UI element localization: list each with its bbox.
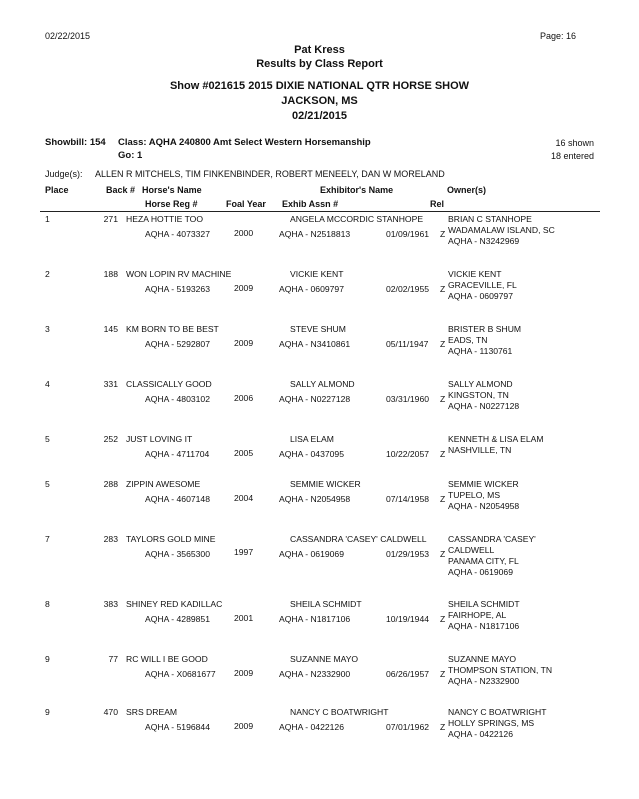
entry-owner-line: CALDWELL xyxy=(448,545,495,555)
entry-exhibitor: ANGELA MCCORDIC STANHOPE xyxy=(290,214,424,224)
entered-count: 18 entered xyxy=(550,151,594,161)
entry-back: 188 xyxy=(103,269,118,279)
entry-horse: SRS DREAM xyxy=(126,707,178,717)
entry-exhib-dob: 01/29/1953 xyxy=(386,549,430,559)
entry-owner-line: CASSANDRA 'CASEY' xyxy=(448,534,536,544)
entry-rel: Z xyxy=(440,614,446,624)
list-item xyxy=(0,215,639,275)
entry-exhibitor: SHEILA SCHMIDT xyxy=(290,599,362,609)
entry-exhib-dob: 10/19/1944 xyxy=(386,614,430,624)
entry-owner-line: BRISTER B SHUM xyxy=(448,324,522,334)
entry-exhib-assn: AQHA - N1817106 xyxy=(279,614,351,624)
report-title: Results by Class Report xyxy=(256,58,383,70)
entry-owner-line: WADAMALAW ISLAND, SC xyxy=(448,225,555,235)
col-foal-year: Foal Year xyxy=(226,199,266,209)
entry-foal-year: 2009 xyxy=(234,668,254,678)
entry-horse-reg: AQHA - 5292807 xyxy=(145,339,210,349)
entry-owner-line: VICKIE KENT xyxy=(448,269,502,279)
entry-owner-line: AQHA - 0422126 xyxy=(448,729,513,739)
entry-place: 3 xyxy=(45,324,50,334)
entry-owner-line: THOMPSON STATION, TN xyxy=(448,665,553,675)
entry-place: 1 xyxy=(45,214,50,224)
show-location: JACKSON, MS xyxy=(281,95,358,107)
entry-owner-line: AQHA - N2054958 xyxy=(448,501,520,511)
entry-exhib-assn: AQHA - N2054958 xyxy=(279,494,351,504)
entry-owner-line: AQHA - N3242969 xyxy=(448,236,520,246)
col-owner: Owner(s) xyxy=(447,185,487,195)
judges-names: ALLEN R MITCHELS, TIM FINKENBINDER, ROBERT MENEELY, DAN W MORELAND xyxy=(95,169,445,179)
entry-back: 252 xyxy=(103,434,118,444)
entry-horse-reg: AQHA - X0681677 xyxy=(145,669,216,679)
entry-back: 331 xyxy=(103,379,118,389)
entry-exhibitor: CASSANDRA 'CASEY' CALDWELL xyxy=(290,534,427,544)
entry-owner-line: KENNETH & LISA ELAM xyxy=(448,434,544,444)
entry-foal-year: 2001 xyxy=(234,613,254,623)
entry-foal-year: 2005 xyxy=(234,448,254,458)
entry-owner-line: SUZANNE MAYO xyxy=(448,654,517,664)
col-horse-reg: Horse Reg # xyxy=(145,199,198,209)
entry-owner-line: SALLY ALMOND xyxy=(448,379,513,389)
entry-rel: Z xyxy=(440,722,446,732)
entry-back: 383 xyxy=(103,599,118,609)
entry-owner-line: NANCY C BOATWRIGHT xyxy=(448,707,547,717)
entry-exhib-assn: AQHA - N2332900 xyxy=(279,669,351,679)
entry-horse: HEZA HOTTIE TOO xyxy=(126,214,204,224)
entry-horse: WON LOPIN RV MACHINE xyxy=(126,269,232,279)
list-item xyxy=(0,480,639,540)
entry-horse-reg: AQHA - 5196844 xyxy=(145,722,210,732)
entry-foal-year: 2009 xyxy=(234,721,254,731)
entry-owner-line: SEMMIE WICKER xyxy=(448,479,519,489)
entry-horse-reg: AQHA - 4711704 xyxy=(145,449,210,459)
entry-owner-line: PANAMA CITY, FL xyxy=(448,556,519,566)
showbill: Showbill: 154 xyxy=(45,137,106,148)
entry-rel: Z xyxy=(440,394,446,404)
entry-exhib-assn: AQHA - N2518813 xyxy=(279,229,351,239)
entry-place: 9 xyxy=(45,654,50,664)
list-item xyxy=(0,535,639,595)
entry-foal-year: 2009 xyxy=(234,338,254,348)
entry-horse: CLASSICALLY GOOD xyxy=(126,379,212,389)
entry-horse: KM BORN TO BE BEST xyxy=(126,324,219,334)
list-item xyxy=(0,708,639,768)
entry-horse: JUST LOVING IT xyxy=(126,434,193,444)
entry-exhib-dob: 07/14/1958 xyxy=(386,494,430,504)
entry-horse: ZIPPIN AWESOME xyxy=(126,479,201,489)
entry-place: 5 xyxy=(45,434,50,444)
entry-exhib-dob: 01/09/1961 xyxy=(386,229,430,239)
entry-foal-year: 2006 xyxy=(234,393,254,403)
entry-place: 9 xyxy=(45,707,50,717)
col-back: Back # xyxy=(106,185,136,195)
entry-owner-line: KINGSTON, TN xyxy=(448,390,509,400)
entry-exhib-assn: AQHA - 0619069 xyxy=(279,549,344,559)
report-name: Pat Kress xyxy=(294,44,345,56)
entry-back: 77 xyxy=(108,654,118,664)
entry-back: 470 xyxy=(103,707,118,717)
entry-horse: SHINEY RED KADILLAC xyxy=(126,599,223,609)
entry-owner-line: FAIRHOPE, AL xyxy=(448,610,507,620)
entry-owner-line: AQHA - N2332900 xyxy=(448,676,520,686)
go-label: Go: 1 xyxy=(118,150,143,161)
entry-horse-reg: AQHA - 5193263 xyxy=(145,284,210,294)
entry-place: 5 xyxy=(45,479,50,489)
print-date: 02/22/2015 xyxy=(45,31,91,41)
entry-horse: RC WILL I BE GOOD xyxy=(126,654,208,664)
entry-back: 271 xyxy=(103,214,118,224)
entry-owner-line: AQHA - 0609797 xyxy=(448,291,513,301)
entry-back: 145 xyxy=(103,324,118,334)
entry-horse-reg: AQHA - 4803102 xyxy=(145,394,210,404)
entry-back: 283 xyxy=(103,534,118,544)
list-item xyxy=(0,380,639,440)
class-label: Class: AQHA 240800 Amt Select Western Horsemanship xyxy=(118,137,371,148)
entry-exhibitor: NANCY C BOATWRIGHT xyxy=(290,707,389,717)
entry-exhib-dob: 03/31/1960 xyxy=(386,394,430,404)
entry-exhibitor: SUZANNE MAYO xyxy=(290,654,359,664)
entry-owner-line: AQHA - 0619069 xyxy=(448,567,513,577)
entry-horse-reg: AQHA - 3565300 xyxy=(145,549,210,559)
col-place: Place xyxy=(45,185,69,195)
list-item xyxy=(0,270,639,330)
entry-exhibitor: SALLY ALMOND xyxy=(290,379,355,389)
entry-rel: Z xyxy=(440,549,446,559)
entry-exhib-assn: AQHA - 0437095 xyxy=(279,449,344,459)
entry-owner-line: AQHA - N0227128 xyxy=(448,401,520,411)
entry-exhibitor: SEMMIE WICKER xyxy=(290,479,361,489)
entry-back: 288 xyxy=(103,479,118,489)
entry-rel: Z xyxy=(440,229,446,239)
entry-rel: Z xyxy=(440,339,446,349)
entry-horse-reg: AQHA - 4073327 xyxy=(145,229,210,239)
entry-owner-line: BRIAN C STANHOPE xyxy=(448,214,532,224)
entry-place: 2 xyxy=(45,269,50,279)
list-item xyxy=(0,325,639,385)
entry-horse-reg: AQHA - 4607148 xyxy=(145,494,210,504)
entry-exhib-dob: 10/22/2057 xyxy=(386,449,430,459)
entry-exhib-assn: AQHA - 0609797 xyxy=(279,284,344,294)
col-exhib-assn: Exhib Assn # xyxy=(282,199,339,209)
entry-exhib-dob: 07/01/1962 xyxy=(386,722,430,732)
judges-label: Judge(s): xyxy=(45,169,83,179)
col-exhibitor: Exhibitor's Name xyxy=(320,185,394,195)
entry-foal-year: 1997 xyxy=(234,547,254,557)
entry-owner-line: NASHVILLE, TN xyxy=(448,445,512,455)
entry-place: 7 xyxy=(45,534,50,544)
entry-exhib-dob: 06/26/1957 xyxy=(386,669,430,679)
entry-exhib-assn: AQHA - N3410861 xyxy=(279,339,351,349)
header-divider xyxy=(40,211,600,212)
entry-horse: TAYLORS GOLD MINE xyxy=(126,534,216,544)
entry-rel: Z xyxy=(440,494,446,504)
col-horse-name: Horse's Name xyxy=(142,185,202,195)
entry-exhib-assn: AQHA - N0227128 xyxy=(279,394,351,404)
entry-owner-line: TUPELO, MS xyxy=(448,490,501,500)
entry-owner-line: EADS, TN xyxy=(448,335,488,345)
entry-exhib-assn: AQHA - 0422126 xyxy=(279,722,344,732)
col-rel: Rel xyxy=(430,199,445,209)
list-item xyxy=(0,655,639,715)
show-date: 02/21/2015 xyxy=(291,110,348,122)
entry-owner-line: AQHA - N1817106 xyxy=(448,621,520,631)
entry-foal-year: 2009 xyxy=(234,283,254,293)
entry-exhibitor: STEVE SHUM xyxy=(290,324,346,334)
shown-count: 16 shown xyxy=(555,138,594,148)
entry-owner-line: GRACEVILLE, FL xyxy=(448,280,517,290)
entry-owner-line: SHEILA SCHMIDT xyxy=(448,599,520,609)
entry-exhibitor: LISA ELAM xyxy=(290,434,334,444)
entry-exhibitor: VICKIE KENT xyxy=(290,269,344,279)
entry-horse-reg: AQHA - 4289851 xyxy=(145,614,210,624)
entry-foal-year: 2004 xyxy=(234,493,254,503)
entry-owner-line: AQHA - 1130761 xyxy=(448,346,513,356)
entry-rel: Z xyxy=(440,284,446,294)
entry-owner-line: HOLLY SPRINGS, MS xyxy=(448,718,535,728)
entry-place: 8 xyxy=(45,599,50,609)
page-number: Page: 16 xyxy=(540,31,577,41)
entry-place: 4 xyxy=(45,379,50,389)
entry-rel: Z xyxy=(440,669,446,679)
entry-exhib-dob: 05/11/1947 xyxy=(386,339,429,349)
list-item xyxy=(0,600,639,660)
show-name: Show #021615 2015 DIXIE NATIONAL QTR HORSE SHOW xyxy=(169,80,470,92)
entry-rel: Z xyxy=(440,449,446,459)
entry-exhib-dob: 02/02/1955 xyxy=(386,284,430,294)
entry-foal-year: 2000 xyxy=(234,228,254,238)
